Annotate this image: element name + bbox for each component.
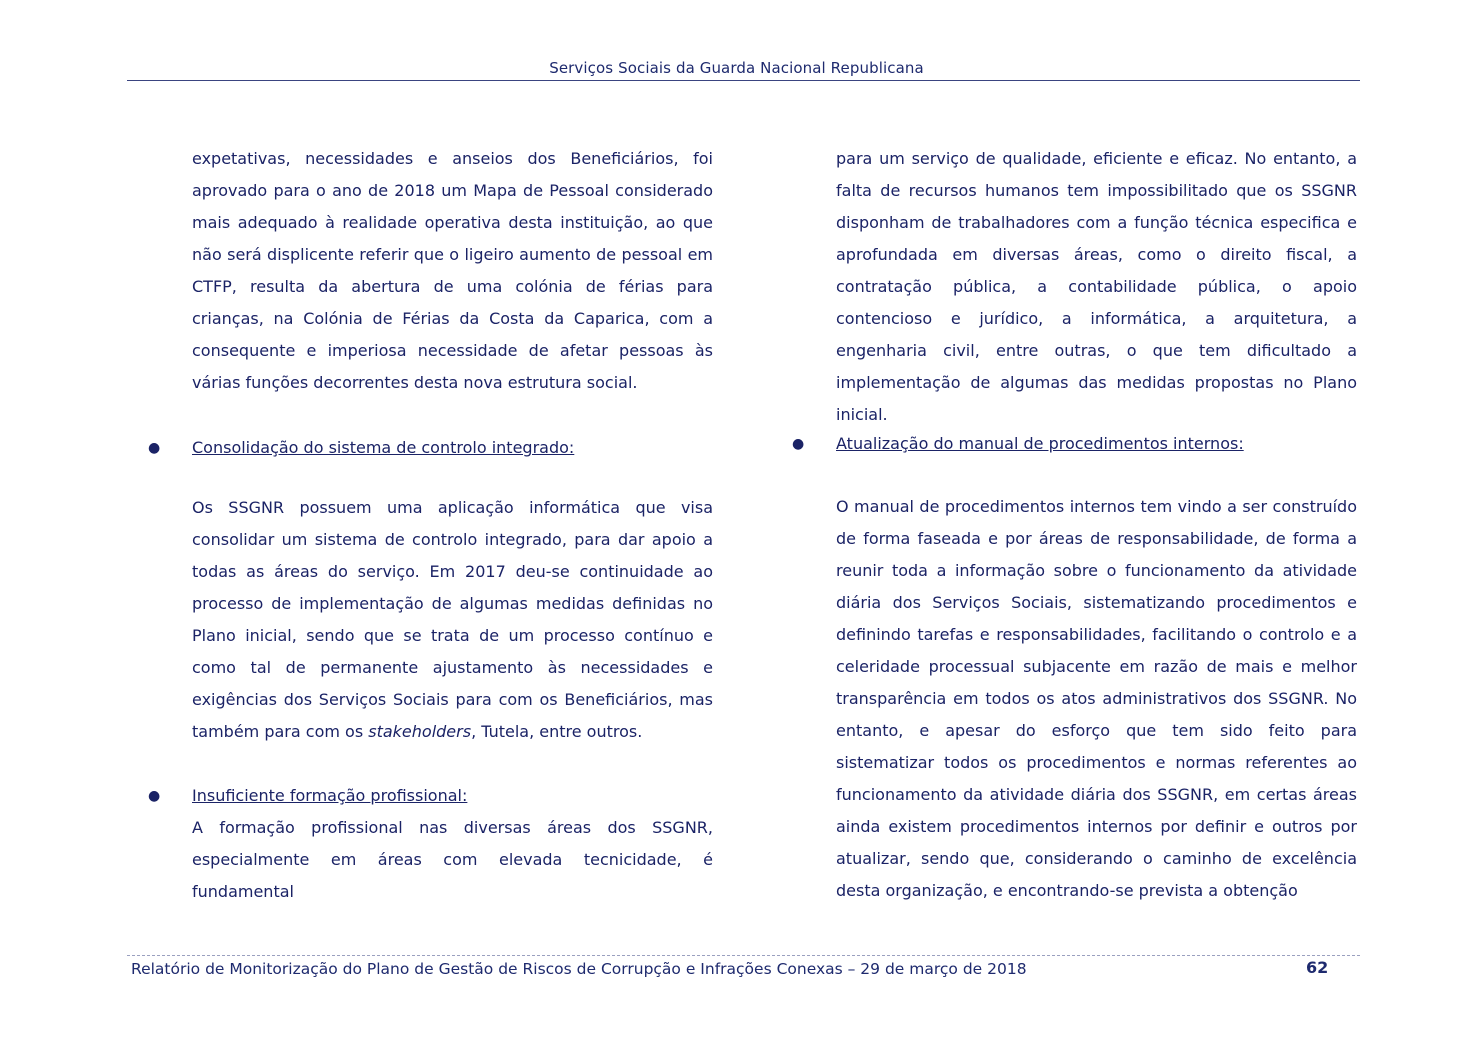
bullet-dot-icon: ●: [792, 436, 805, 452]
left-section1-paragraph: [192, 492, 713, 748]
section2-body: A formação profissional nas diversas áreas dos SSGNR, especialmente em áreas com elevada tecnicidade, é fundamental: [192, 818, 713, 901]
right-section1-body: O manual de procedimentos internos tem vindo a ser construído de forma faseada e por áreas de responsabilidade, de forma a reunir toda a informação sobre o funcionamento da atividade diária dos Serviços Sociais, sistematizando procedimentos e definindo tarefas e responsabilidades, facilitando o controlo e a celeridade processual subjacente em razão de mais e melhor transparência em todos os atos administrativos dos SSGNR. No entanto, e apesar do esforço que tem sido feito para sistematizar todos os procedimentos e normas referentes ao funcionamento da atividade diária dos SSGNR, em certas áreas ainda existem procedimentos internos por definir e outros por atualizar, sendo que, considerando o caminho de excelência desta organização, e encontrando-se prevista a obtenção: [836, 497, 1357, 900]
page-number: 62: [1306, 958, 1329, 977]
bullet-formacao: [148, 780, 468, 812]
left-intro-text: expetativas, necessidades e anseios dos Beneficiários, foi aprovado para o ano de 2018 um Mapa de Pessoal considerado mais adequado à realidade operativa desta instituição, ao que não será displicente referir que o ligeiro aumento de pessoal em CTFP, resulta da abertura de uma colónia de férias para crianças, na Colónia de Férias da Costa da Caparica, com a consequente e imperiosa necessidade de afetar pessoas às várias funções decorrentes desta nova estrutura social.: [192, 149, 713, 392]
section-title-formacao: Insuficiente formação profissional:: [192, 786, 468, 805]
bullet-dot-icon: ●: [148, 440, 161, 456]
right-intro-paragraph: [836, 143, 1357, 431]
left-section2-paragraph: [192, 812, 713, 908]
right-intro-text: para um serviço de qualidade, eficiente e eficaz. No entanto, a falta de recursos humanos tem impossibilitado que os SSGNR disponham de trabalhadores com a função técnica especifica e aprofundada em diversas áreas, como o direito fiscal, a contratação pública, a contabilidade pública, o apoio contencioso e jurídico, a informática, a arquitetura, a engenharia civil, entre outras, o que tem dificultado a implementação de algumas das medidas propostas no Plano inicial.: [836, 149, 1357, 424]
section1-body-end: , Tutela, entre outros.: [471, 722, 643, 741]
bullet-dot-icon: ●: [148, 788, 161, 804]
section1-body: [192, 492, 713, 748]
footer-divider: [127, 955, 1360, 956]
header-divider: [127, 80, 1360, 81]
section-title-manual: Atualização do manual de procedimentos internos:: [836, 434, 1244, 453]
bullet-consolidacao: [148, 432, 575, 464]
right-section1-paragraph: [836, 491, 1357, 907]
page-header-title: Serviços Sociais da Guarda Nacional Republicana: [549, 59, 924, 77]
bullet-manual: [792, 428, 1244, 460]
section-title-consolidacao: Consolidação do sistema de controlo integrado:: [192, 438, 575, 457]
footer-report-title: Relatório de Monitorização do Plano de Gestão de Riscos de Corrupção e Infrações Conexas – 29 de março de 2018: [131, 960, 1027, 978]
section1-body-text: Os SSGNR possuem uma aplicação informática que visa consolidar um sistema de controlo integrado, para dar apoio a todas as áreas do serviço. Em 2017 deu-se continuidade ao processo de implementação de algumas medidas definidas no Plano inicial, sendo que se trata de um processo contínuo e como tal de permanente ajustamento às necessidades e exigências dos Serviços Sociais para com os Beneficiários, mas também para com os: [192, 498, 713, 741]
left-intro-paragraph: [192, 143, 713, 399]
section1-body-italic: stakeholders: [368, 722, 472, 741]
